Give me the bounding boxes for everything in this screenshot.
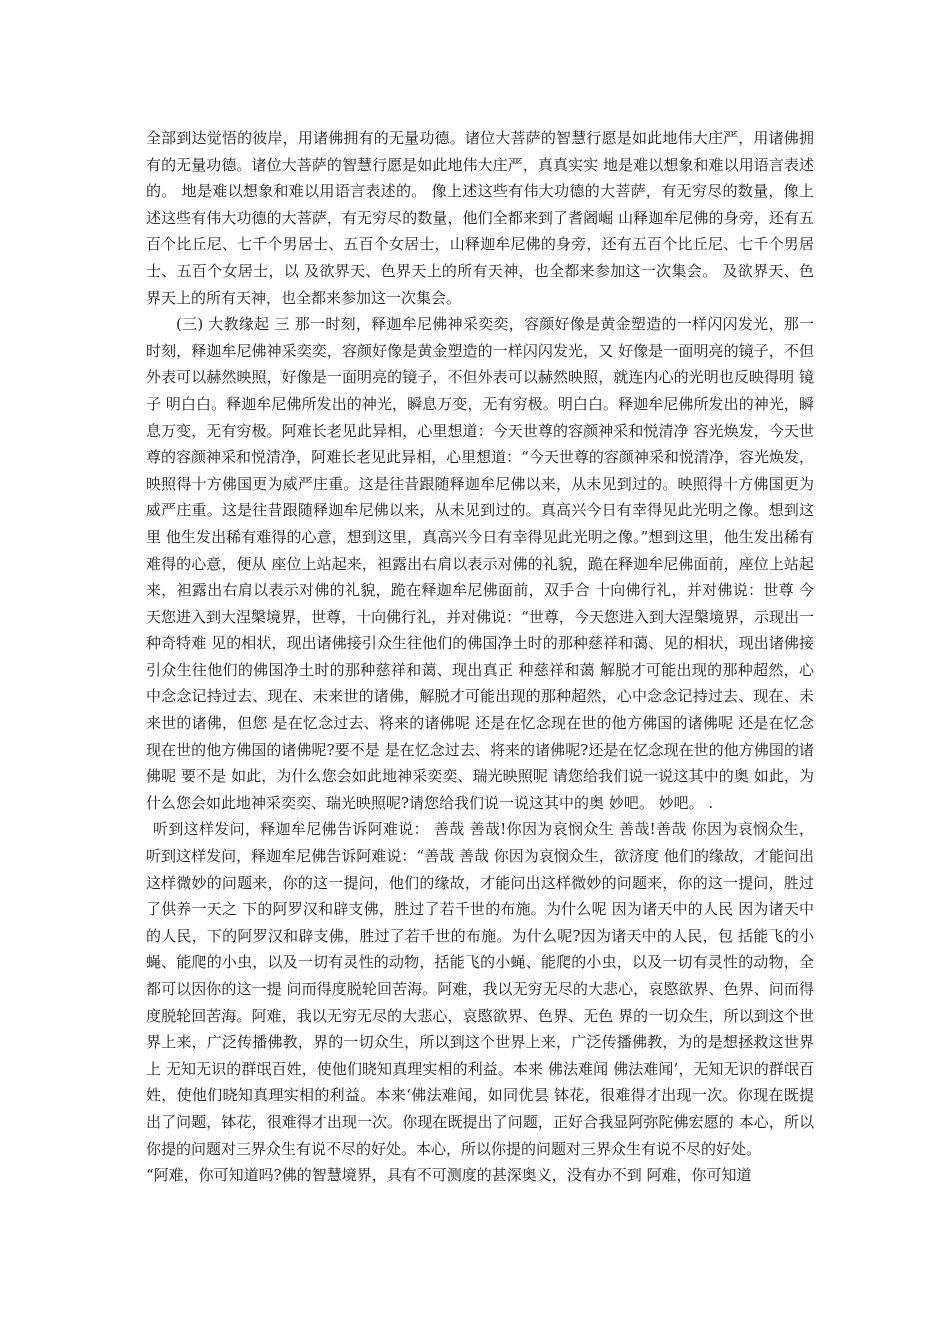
paragraph-1: 全部到达觉悟的彼岸，用诸佛拥有的无量功德。诸位大菩萨的智慧行愿是如此地伟大庄严，用诸佛拥有的无量功德。诸位大菩萨的智慧行愿是如此地伟大庄严，真真实实 地是难以想象和难以用语言表述的。 地是难以想象和难以用语言表述的。 像上述这些有伟大功德的大菩萨，有无穷尽的数量，像上述这些有伟大功德的大菩萨，有无穷尽的数量，他们全都来到了耆阇崛 山释迦牟尼佛的身旁，还有五百个比丘尼、七千个男居士、五百个女居士，山释迦牟尼佛的身旁，还有五百个比丘尼、七千个男居士、五百个女居士，以 及欲界天、色界天上的所有天神，也全都来参加这一次集会。 及欲界天、色界天上的所有天神，也全都来参加这一次集会。 bbox=[146, 129, 814, 307]
document-body bbox=[146, 125, 814, 1189]
paragraph-2: (三) 大教缘起 三 那一时刻，释迦牟尼佛神采奕奕，容颜好像是黄金塑造的一样闪闪发光，那一时刻，释迦牟尼佛神采奕奕，容颜好像是黄金塑造的一样闪闪发光，又 好像是一面明亮的镜子，不但外表可以赫然映照，好像是一面明亮的镜子，不但外表可以赫然映照，就连内心的光明也反映得明 镜子 明白白。释迦牟尼佛所发出的神光，瞬息万变，无有穷极。明白白。释迦牟尼佛所发出的神光，瞬息万变，无有穷极。阿难长老见此异相，心里想道：今天世尊的容颜神采和悦清净 容光焕发，今天世尊的容颜神采和悦清净，阿难长老见此异相，心里想道：“今天世尊的容颜神采和悦清净，容光焕发，映照得十方佛国更为威严庄重。这是往昔跟随释迦牟尼佛以来，从未见到过的。映照得十方佛国更为威严庄重。这是往昔跟随释迦牟尼佛以来，从未见到过的。真高兴今日有幸得见此光明之像。想到这里 他生发出稀有难得的心意，想到这里，真高兴今日有幸得见此光明之像。”想到这里，他生发出稀有难得的心意，便从 座位上站起来，袒露出右肩以表示对佛的礼貌，跪在释迦牟尼佛面前，座位上站起来，袒露出右肩以表示对佛的礼貌，跪在释迦牟尼佛面前，双手合 十向佛行礼，并对佛说：世尊 今天您进入到大涅槃境界，世尊，十向佛行礼，并对佛说：“世尊，今天您进入到大涅槃境界，示现出一种奇特难 见的相状，现出诸佛接引众生往他们的佛国净土时的那种慈祥和蔼、见的相状，现出诸佛接引众生往他们的佛国净土时的那种慈祥和蔼、现出真正 种慈祥和蔼 解脱才可能出现的那种超然，心中念念记持过去、现在、未来世的诸佛，解脱才可能出现的那种超然，心中念念记持过去、现在、未来世的诸佛，但您 是在忆念过去、将来的诸佛呢 还是在忆念现在世的他方佛国的诸佛呢 还是在忆念现在世的他方佛国的诸佛呢?要不是 是在忆念过去、将来的诸佛呢?还是在忆念现在世的他方佛国的诸佛呢 要不是 如此，为什么您会如此地神采奕奕、瑞光映照呢 请您给我们说一说这其中的奥 如此，为什么您会如此地神采奕奕、瑞光映照呢?请您给我们说一说这其中的奥 妙吧。 妙吧。 . bbox=[146, 315, 814, 812]
paragraph-4: “阿难，你可知道吗?佛的智慧境界，具有不可测度的甚深奥义，没有办不到 阿难，你可知道 bbox=[146, 1166, 752, 1185]
paragraph-3: 听到这样发问，释迦牟尼佛告诉阿难说： 善哉 善哉!你因为哀悯众生 善哉!善哉 你因为哀悯众生，听到这样发问，释迦牟尼佛告诉阿难说：“善哉 善哉 你因为哀悯众生，欲济度 他们的缘故，才能问出这样微妙的问题来，你的这一提问，他们的缘故，才能问出这样微妙的问题来，你的这一提问，胜过了供养一天之 下的阿罗汉和辟支佛，胜过了若千世的布施。为什么呢 因为诸天中的人民 因为诸天中的人民，下的阿罗汉和辟支佛，胜过了若千世的布施。为什么呢?因为诸天中的人民，包 括能飞的小蝇、能爬的小虫，以及一切有灵性的动物，括能飞的小蝇、能爬的小虫，以及一切有灵性的动物，全都可以因你的这一提 问而得度脱轮回苦海。阿难，我以无穷无尽的大悲心，哀愍欲界、色界、问而得度脱轮回苦海。阿难，我以无穷无尽的大悲心，哀愍欲界、色界、无色 界的一切众生，所以到这个世界上来，广泛传播佛教，界的一切众生，所以到这个世界上来，广泛传播佛教，为的是想拯救这世界上 无知无识的群氓百姓，使他们晓知真理实相的利益。本来 佛法难闻 佛法难闻’，无知无识的群氓百姓，使他们晓知真理实相的利益。本来‘佛法难闻，如同优昙 钵花，很难得才出现一次。你现在既提出了问题，钵花，很难得才出现一次。你现在既提出了问题，正好合我显阿弥陀佛宏愿的 本心，所以你提的问题对三界众生有说不尽的好处。本心，所以你提的问题对三界众生有说不尽的好处。 bbox=[146, 820, 814, 1158]
